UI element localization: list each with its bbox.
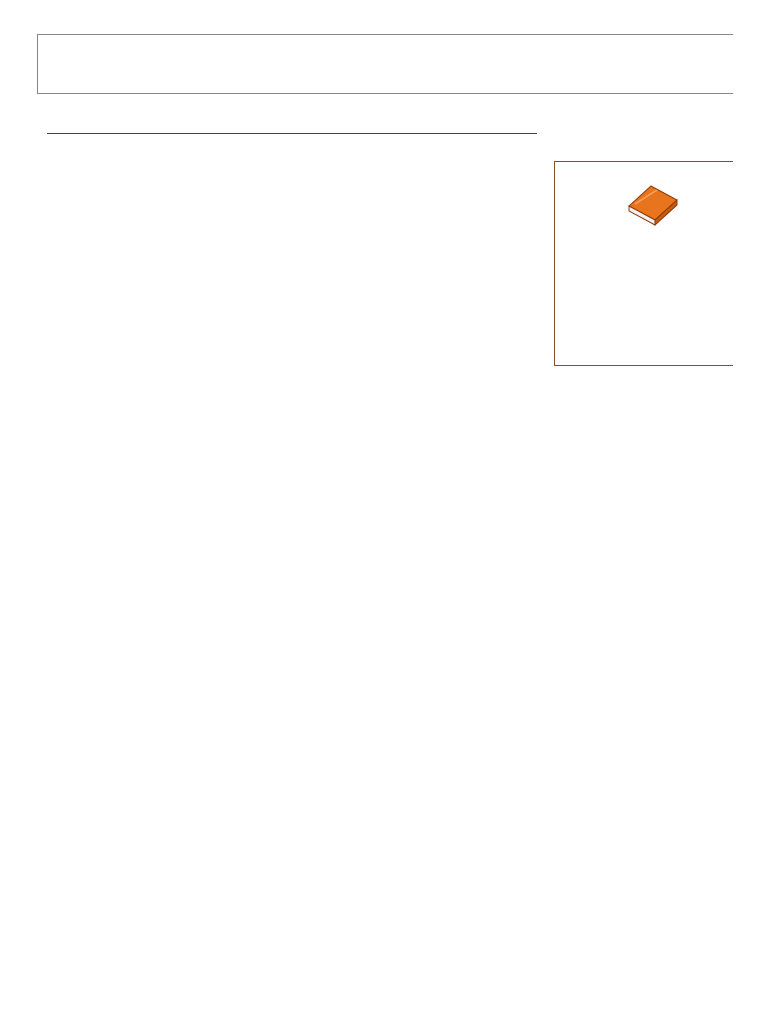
site-header [37,34,733,94]
title-divider [47,133,537,134]
book-icon [625,180,679,226]
ad-box[interactable] [554,161,733,366]
